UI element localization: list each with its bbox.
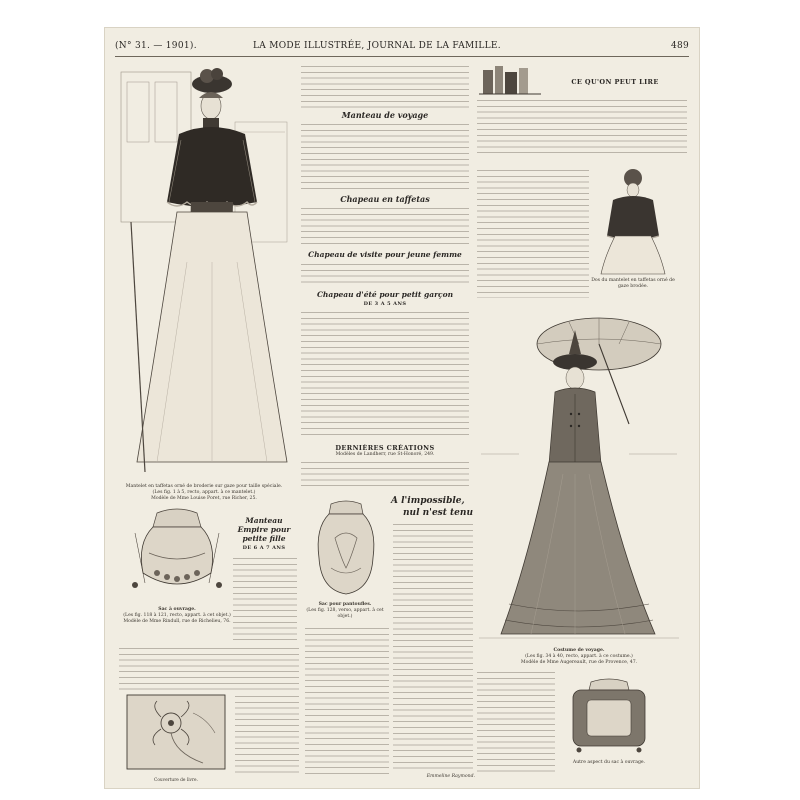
manteau-voyage-text — [301, 122, 469, 190]
chapeau-taffetas-text — [301, 206, 469, 246]
issue-number: (N° 31. — 1901). — [115, 41, 197, 51]
couverture-livre-engraving — [123, 693, 229, 775]
mantelet-caption-title: Mantelet en taffetas orné de broderie sur gaze pour taille spéciale. — [125, 484, 283, 489]
chapeau-taffetas-heading: Chapeau en taffetas — [340, 194, 430, 204]
mantelet-caption-ref: (Les fig. 1 à 5, recto, appart. à ce mantelet.) — [152, 490, 256, 495]
review-text — [477, 168, 589, 298]
pantoufles-caption-title: Sac pour pantoufles. — [318, 602, 372, 607]
mantelet-caption-model: Modèle de Mme Louise Poret, rue Richer, 25. — [151, 496, 257, 501]
middle-lower-text-left — [305, 626, 389, 776]
middle-intro-text — [301, 64, 469, 108]
journal-page — [105, 28, 699, 788]
impossible-text — [393, 522, 473, 772]
chapeau-visite-text — [301, 262, 469, 286]
left-body-text — [119, 646, 299, 690]
sac-caption-title: Sac à ouvrage. — [158, 607, 196, 612]
costume-caption-title: Costume de voyage. — [553, 648, 605, 653]
sac-pantoufles-engraving — [311, 498, 381, 598]
sac-caption-ref: (Les fig. 118 à 121, recto, appart. à cet objet.) — [123, 613, 231, 618]
chapeau-visite-heading: Chapeau de visite pour jeune femme — [308, 250, 462, 259]
couverture-caption-title: Couverture de livre. — [154, 778, 198, 783]
chapeau-ete-heading: Chapeau d'été pour petit garçon — [316, 290, 454, 299]
dos-mantelet-engraving — [593, 166, 673, 276]
manteau-empire-text — [233, 556, 297, 642]
manteau-voyage-heading: Manteau de voyage — [341, 110, 429, 120]
journal-title: LA MODE ILLUSTRÉE, JOURNAL DE LA FAMILLE. — [253, 41, 501, 51]
ce-quon-peut-lire-heading: CE QU'ON PEUT LIRE — [571, 78, 659, 86]
pantoufles-caption-ref: (Les fig. 128, verso, appart. à cet objet.) — [306, 608, 384, 619]
header-rule — [115, 56, 689, 57]
chapeau-ete-sub: DE 3 A 5 ANS — [363, 301, 407, 307]
costume-caption-ref: (Les fig. 34 à 40, recto, appart. à ce costume.) — [525, 654, 633, 659]
dernieres-creations-heading: DERNIÈRES CRÉATIONS — [335, 444, 435, 452]
chapeau-ete-text — [301, 310, 469, 436]
sac-caption-model: Modèle de Mme Rindull, rue de Richelieu, 76. — [123, 619, 231, 624]
costume-caption-model: Modèle de Mme Augereault, rue de Provence, 47. — [520, 660, 638, 665]
autre-sac-caption: Autre aspect du sac à ouvrage. — [572, 760, 646, 765]
dernieres-creations-sub: Modèles de Landherr, rue St-Honoré, 249. — [335, 452, 435, 457]
doux-caption-title: Dos du mantelet en taffetas orné de gaze brodée. — [591, 278, 675, 289]
ce-quon-peut-lire-text — [477, 98, 687, 158]
impossible-heading-2: nul n'est tenu — [403, 508, 473, 518]
right-lower-text — [477, 670, 555, 774]
manteau-empire-heading: Manteau Empire pour petite fille — [237, 516, 291, 543]
autre-sac-engraving — [561, 676, 657, 756]
page-number: 489 — [671, 41, 690, 51]
impossible-heading-1: A l'impossible, — [391, 496, 465, 506]
impossible-signature: Emmeline Raymond. — [426, 774, 475, 779]
sac-ouvrage-engraving — [127, 503, 227, 603]
mantelet-engraving — [117, 62, 292, 482]
couverture-side-text — [235, 694, 299, 774]
manteau-empire-sub: DE 6 A 7 ANS — [242, 545, 286, 551]
books-vignette — [479, 62, 541, 96]
costume-voyage-engraving — [479, 304, 679, 644]
dernieres-creations-text — [301, 460, 469, 488]
